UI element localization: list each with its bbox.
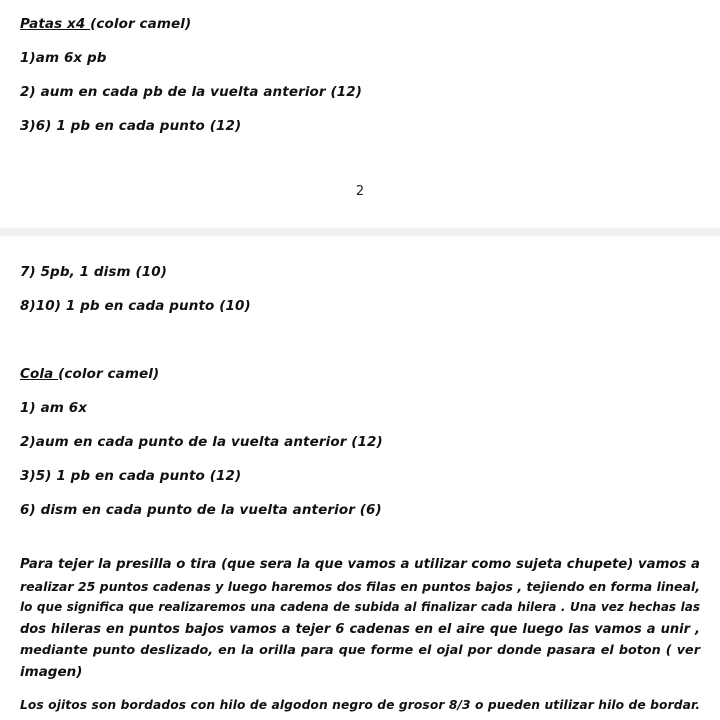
patas-heading-title: Patas x4: [20, 16, 91, 32]
patas-heading: [20, 16, 191, 32]
patas-row-7: 7) 5pb, 1 dism (10): [20, 264, 168, 280]
ojitos-line: Los ojitos son bordados con hilo de algodon negro de grosor 8/3 o pueden utilizar hilo de bordar.: [20, 698, 701, 712]
patas-row-1: 1)am 6x pb: [20, 50, 107, 66]
cola-heading-title: Cola: [20, 366, 59, 382]
patas-row-3: 3)6) 1 pb en cada punto (12): [20, 118, 242, 134]
document-page-bottom: [0, 236, 720, 720]
cola-row-3: 3)5) 1 pb en cada punto (12): [20, 468, 242, 484]
paragraph-line: lo que significa que realizaremos una cadena de subida al finalizar cada hilera . Una vez hechas las: [20, 600, 700, 614]
paragraph-line: imagen): [20, 663, 83, 680]
paragraph-line: mediante punto deslizado, en la orilla para que forme el ojal por donde pasara el boton ( ver: [20, 643, 700, 658]
document-page-top: [0, 0, 720, 228]
paragraph-line: realizar 25 puntos cadenas y luego haremos dos filas en puntos bajos , tejiendo en forma lineal,: [20, 578, 700, 594]
paragraph-line: dos hileras en puntos bajos vamos a tejer 6 cadenas en el aire que luego las vamos a unir ,: [20, 621, 700, 637]
cola-heading: [20, 366, 159, 382]
cola-row-1: 1) am 6x: [20, 400, 88, 416]
cola-heading-color: (color camel): [58, 366, 160, 382]
patas-row-8: 8)10) 1 pb en cada punto (10): [20, 298, 251, 314]
page-number: 2: [355, 184, 365, 199]
cola-row-6: 6) dism en cada punto de la vuelta anterior (6): [20, 502, 382, 518]
patas-row-2: 2) aum en cada pb de la vuelta anterior (12): [20, 84, 363, 100]
paragraph-line: Para tejer la presilla o tira (que sera la que vamos a utilizar como sujeta chupete) vamos a: [20, 557, 700, 572]
patas-heading-color: (color camel): [90, 16, 192, 32]
cola-row-2: 2)aum en cada punto de la vuelta anterior (12): [20, 434, 383, 450]
presilla-paragraph: [20, 554, 700, 683]
